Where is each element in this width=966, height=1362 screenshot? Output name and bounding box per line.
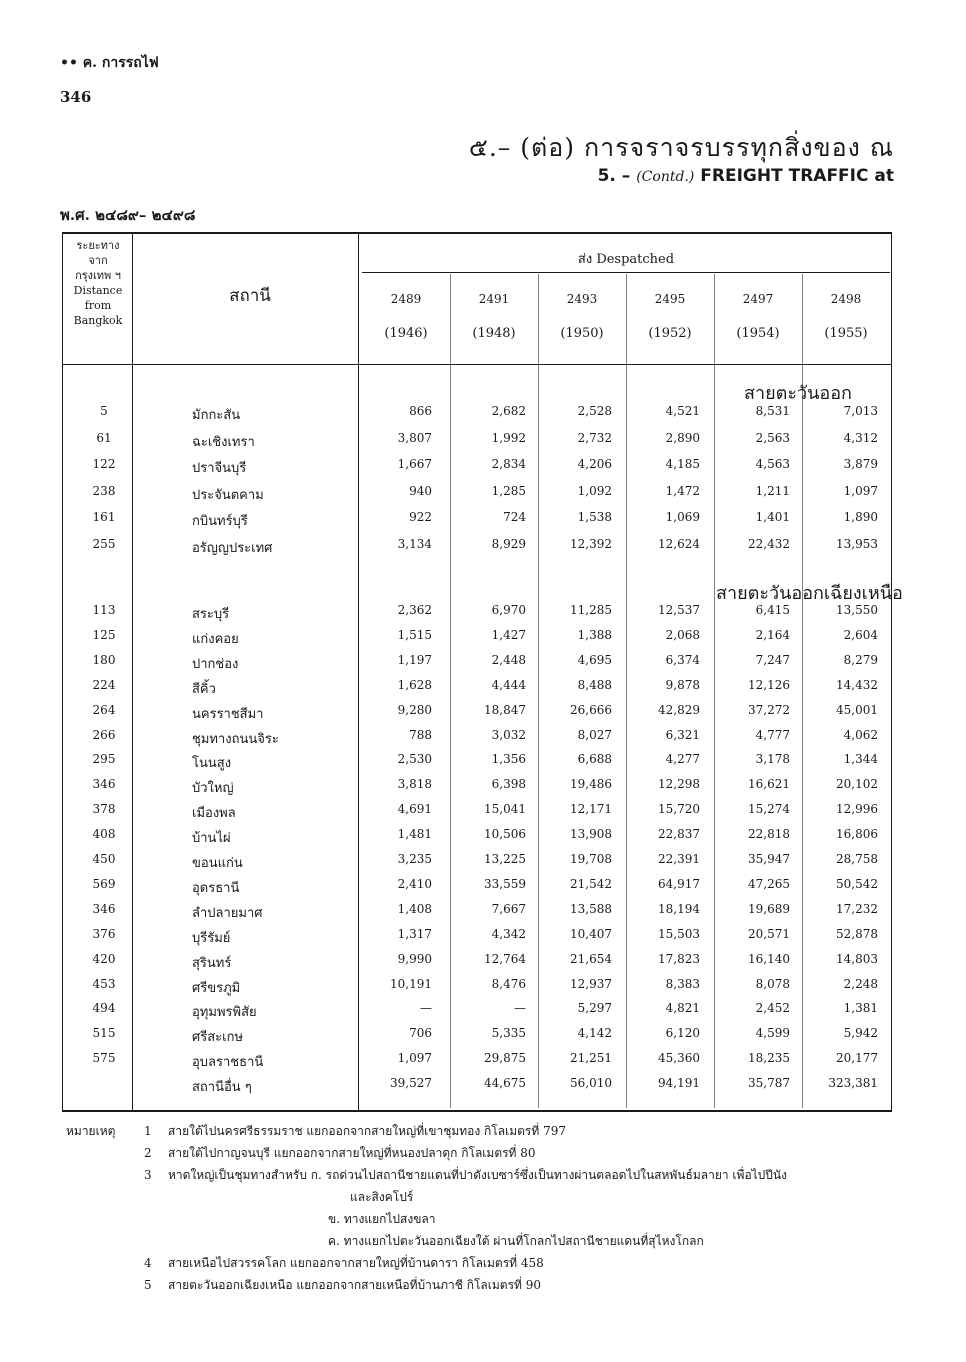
value-cell: 45,360 (658, 1051, 700, 1066)
value-cell: 3,818 (397, 777, 432, 792)
year-ce-2489: (1946) (384, 326, 428, 341)
distance-cell: 113 (92, 603, 116, 617)
footnote-text: และสิงคโปร์ (350, 1190, 414, 1204)
value-cell: 94,191 (658, 1076, 700, 1091)
footnote-number: 3 (144, 1168, 152, 1182)
value-cell: 37,272 (748, 702, 790, 717)
value-cell: 8,929 (491, 536, 526, 551)
value-cell: 1,356 (491, 752, 526, 767)
footnote-number: 2 (144, 1146, 152, 1160)
distance-cell: 376 (92, 926, 116, 941)
value-cell: 2,248 (843, 976, 878, 991)
value-cell: 8,383 (665, 976, 700, 991)
value-cell: 1,667 (397, 457, 432, 471)
value-cell: 16,140 (748, 951, 790, 966)
value-cell: 3,178 (755, 752, 790, 767)
station-cell: ศรีสะเกษ (192, 1030, 244, 1046)
value-cell: 1,285 (491, 483, 526, 498)
distance-cell: 569 (92, 876, 116, 891)
value-cell: 4,695 (577, 652, 612, 667)
value-cell: 21,654 (570, 951, 612, 966)
title-en-contd: (Contd.) (636, 169, 695, 185)
value-cell: 1,890 (843, 510, 878, 524)
page-number: 346 (60, 88, 92, 106)
value-cell: 18,235 (748, 1051, 790, 1066)
station-cell: ฉะเชิงเทรา (192, 434, 255, 450)
value-cell: 12,764 (484, 951, 526, 966)
value-cell: 2,604 (843, 627, 878, 642)
distance-cell: 453 (92, 976, 116, 991)
value-cell: — (420, 1001, 432, 1016)
value-cell: 20,571 (748, 926, 790, 941)
station-cell: สระบุรี (192, 607, 230, 622)
station-cell: นครราชสีมา (192, 706, 264, 722)
section-tag: •• ค. การรถไฟ (60, 55, 159, 71)
value-cell: 15,503 (658, 926, 700, 941)
value-cell: 2,528 (577, 404, 612, 418)
footnote (66, 1252, 886, 1274)
value-cell: 20,102 (836, 777, 878, 792)
value-cell: 866 (409, 404, 432, 418)
value-cell: 11,285 (570, 603, 612, 617)
value-cell: 4,277 (665, 752, 700, 767)
value-cell: 3,235 (397, 852, 432, 866)
year-be-2498: 2498 (830, 292, 862, 306)
value-cell: 64,917 (658, 876, 700, 891)
value-cell: 21,251 (570, 1051, 612, 1066)
value-cell: 14,432 (836, 677, 878, 692)
value-cell: 26,666 (570, 702, 612, 717)
distance-cell: 5 (100, 404, 108, 418)
year-ce-2498: (1955) (824, 326, 868, 341)
distance-cell: 408 (92, 827, 116, 842)
distance-header (64, 238, 132, 328)
value-cell: 14,803 (836, 951, 878, 966)
value-cell: 922 (409, 510, 432, 524)
title-thai: ๕.– (ต่อ) การจราจรบรรทุกสิ่งของ ณ (468, 133, 894, 162)
year-range: พ.ศ. ๒๔๘๙– ๒๔๙๘ (60, 206, 196, 224)
value-cell: 1,197 (397, 652, 432, 667)
value-cell: 4,821 (665, 1001, 700, 1016)
distance-header-line: ระยะทาง (76, 239, 120, 252)
distance-cell: 346 (92, 901, 116, 916)
value-cell: 3,879 (843, 457, 878, 471)
value-cell: 6,374 (665, 652, 700, 667)
table-row (62, 777, 892, 801)
value-cell: 1,211 (755, 483, 790, 498)
table-row (62, 628, 892, 652)
value-cell: 19,689 (748, 901, 790, 916)
footnotes (66, 1120, 886, 1296)
distance-header-line: จาก (88, 254, 108, 267)
value-cell: 6,970 (491, 603, 526, 617)
value-cell: 6,120 (665, 1026, 700, 1041)
value-cell: 1,388 (577, 627, 612, 642)
value-cell: 1,097 (843, 483, 878, 498)
year-be-2497: 2497 (742, 292, 774, 306)
value-cell: 1,381 (843, 1001, 878, 1016)
value-cell: 4,521 (665, 404, 700, 418)
value-cell: 4,062 (843, 727, 878, 742)
value-cell: 56,010 (570, 1076, 612, 1091)
value-cell: 12,996 (836, 802, 878, 817)
value-cell: 1,401 (755, 510, 790, 524)
station-cell: มักกะสัน (192, 408, 241, 423)
value-cell: 8,531 (755, 404, 790, 418)
value-cell: 52,878 (836, 926, 878, 941)
value-cell: 4,342 (491, 926, 526, 941)
value-cell: 12,392 (570, 536, 612, 551)
value-cell: 47,265 (748, 876, 790, 891)
value-cell: 4,777 (755, 727, 790, 742)
value-cell: 3,807 (397, 430, 432, 445)
table-row (62, 1026, 892, 1050)
value-cell: 788 (409, 727, 432, 742)
footnote-text: สายใต้ไปกาญจนบุรี แยกออกจากสายใหญ่ที่หนองปลาดุก กิโลเมตรที่ 80 (168, 1146, 536, 1160)
footnote (66, 1186, 886, 1208)
value-cell: 4,563 (755, 457, 790, 471)
footnote-text: สายใต้ไปนครศรีธรรมราช แยกออกจากสายใหญ่ที่เขาชุมทอง กิโลเมตรที่ 797 (168, 1124, 566, 1138)
value-cell: 2,834 (491, 457, 526, 471)
value-cell: 5,942 (843, 1026, 878, 1041)
table-row (62, 977, 892, 1001)
value-cell: 13,908 (570, 827, 612, 842)
footnote (66, 1142, 886, 1164)
value-cell: 12,298 (658, 777, 700, 792)
table-row (62, 728, 892, 752)
value-cell: 1,628 (397, 677, 432, 692)
value-cell: 2,563 (755, 430, 790, 445)
value-cell: 12,624 (658, 536, 700, 551)
year-be-2493: 2493 (566, 292, 598, 306)
station-cell: บุรีรัมย์ (192, 930, 231, 946)
value-cell: 18,194 (658, 901, 700, 916)
value-cell: 9,878 (665, 677, 700, 692)
value-cell: 9,280 (397, 702, 432, 717)
distance-cell: 122 (92, 457, 116, 471)
value-cell: 3,032 (491, 727, 526, 742)
value-cell: 17,232 (836, 901, 878, 916)
station-cell: แก่งคอย (192, 631, 239, 647)
value-cell: 7,247 (755, 652, 790, 667)
value-cell: 1,092 (577, 483, 612, 498)
footnote (66, 1208, 886, 1230)
station-cell: บ้านไผ่ (192, 831, 231, 847)
value-cell: 1,481 (397, 827, 432, 842)
value-cell: 39,527 (390, 1076, 432, 1091)
value-cell: 1,408 (397, 901, 432, 916)
value-cell: 1,427 (491, 627, 526, 642)
footnote (66, 1274, 886, 1296)
value-cell: 4,312 (843, 430, 878, 445)
value-cell: 15,041 (484, 802, 526, 817)
value-cell: 5,297 (577, 1001, 612, 1016)
station-cell: ปราจีนบุรี (192, 461, 247, 476)
table-row (62, 510, 892, 534)
value-cell: 13,588 (570, 901, 612, 916)
value-cell: 6,321 (665, 727, 700, 742)
distance-cell: 266 (92, 727, 116, 742)
value-cell: 1,515 (397, 627, 432, 642)
value-cell: 5,335 (491, 1026, 526, 1041)
value-cell: 13,953 (836, 536, 878, 551)
table-row (62, 678, 892, 702)
table-bottom-rule (62, 1110, 892, 1112)
value-cell: 8,488 (577, 677, 612, 692)
distance-cell: 450 (92, 852, 116, 866)
value-cell: 3,134 (397, 536, 432, 551)
distance-header-line: กรุงเทพ ฯ (75, 269, 121, 282)
title-en-main: FREIGHT TRAFFIC at (700, 166, 894, 186)
footnote-number: 5 (144, 1278, 152, 1292)
value-cell: 22,818 (748, 827, 790, 842)
table-top-rule (62, 232, 892, 234)
value-cell: 2,890 (665, 430, 700, 445)
value-cell: 35,947 (748, 852, 790, 866)
table-row (62, 1051, 892, 1075)
value-cell: 22,432 (748, 536, 790, 551)
value-cell: 2,530 (397, 752, 432, 767)
value-cell: 12,537 (658, 603, 700, 617)
station-cell: ลำปลายมาศ (192, 905, 263, 921)
value-cell: 50,542 (836, 876, 878, 891)
value-cell: 12,937 (570, 976, 612, 991)
value-cell: 6,398 (491, 777, 526, 792)
value-cell: 1,097 (397, 1051, 432, 1066)
distance-cell: 494 (92, 1001, 116, 1016)
distance-cell: 295 (92, 752, 116, 767)
year-ce-2495: (1952) (648, 326, 692, 341)
distance-cell: 238 (92, 483, 116, 498)
table-row (62, 457, 892, 481)
value-cell: 4,444 (491, 677, 526, 692)
value-cell: 4,206 (577, 457, 612, 471)
value-cell: 19,708 (570, 852, 612, 866)
value-cell: 4,691 (397, 802, 432, 817)
station-cell: สุรินทร์ (192, 955, 232, 971)
value-cell: 724 (503, 510, 526, 524)
year-be-2495: 2495 (654, 292, 686, 306)
distance-header-line: Distance (73, 284, 123, 297)
value-cell: 42,829 (658, 702, 700, 717)
station-cell: กบินทร์บุรี (192, 514, 248, 529)
year-ce-2497: (1954) (736, 326, 780, 341)
value-cell: 706 (409, 1026, 432, 1041)
distance-cell: 515 (92, 1026, 116, 1041)
value-cell: 4,185 (665, 457, 700, 471)
table-row (62, 902, 892, 926)
value-cell: 940 (409, 483, 432, 498)
value-cell: 29,875 (484, 1051, 526, 1066)
table-row (62, 852, 892, 876)
distance-cell: 125 (92, 627, 116, 642)
value-cell: 10,506 (484, 827, 526, 842)
value-cell: 15,274 (748, 802, 790, 817)
distance-cell: 61 (96, 430, 112, 445)
distance-cell: 346 (92, 777, 116, 792)
station-cell: ชุมทางถนนจิระ (192, 731, 279, 747)
footnote-number: 1 (144, 1124, 152, 1138)
table-row (62, 802, 892, 826)
value-cell: 17,823 (658, 951, 700, 966)
station-cell: ศรีขรภูมิ (192, 980, 241, 996)
value-cell: 1,472 (665, 483, 700, 498)
value-cell: 10,191 (390, 976, 432, 991)
despatched-rule (362, 272, 890, 273)
value-cell: 2,068 (665, 627, 700, 642)
distance-cell: 161 (92, 510, 116, 524)
footnote-text: สายตะวันออกเฉียงเหนือ แยกออกจากสายเหนือที่บ้านภาชี กิโลเมตรที่ 90 (168, 1278, 542, 1292)
station-cell: โนนสูง (192, 756, 232, 772)
station-cell: อุทุมพรพิสัย (192, 1005, 257, 1021)
table-row (62, 703, 892, 727)
value-cell: 1,992 (491, 430, 526, 445)
value-cell: 8,279 (843, 652, 878, 667)
distance-cell: 224 (92, 677, 116, 692)
footnote-text: ค. ทางแยกไปตะวันออกเฉียงใต้ ผ่านที่โกลกไปสถานีชายแดนที่สุไหงโกลก (328, 1234, 704, 1248)
value-cell: 16,621 (748, 777, 790, 792)
value-cell: 1,538 (577, 510, 612, 524)
station-cell: ประจันตคาม (192, 487, 264, 503)
title-english (598, 166, 894, 186)
footnote-text: สายเหนือไปสวรรคโลก แยกออกจากสายใหญ่ที่บ้านดารา กิโลเมตรที่ 458 (168, 1256, 544, 1270)
value-cell: 35,787 (748, 1076, 790, 1091)
year-ce-2493: (1950) (560, 326, 604, 341)
value-cell: 6,415 (755, 603, 790, 617)
despatched-header: ส่ง Despatched (577, 252, 675, 267)
footnote (66, 1120, 886, 1142)
station-cell: ปากช่อง (192, 656, 239, 672)
value-cell: 9,990 (397, 951, 432, 966)
station-cell: สถานีอื่น ๆ (192, 1080, 252, 1096)
value-cell: 13,550 (836, 603, 878, 617)
value-cell: 323,381 (828, 1076, 878, 1091)
value-cell: 22,391 (658, 852, 700, 866)
footnote (66, 1164, 886, 1186)
value-cell: 13,225 (484, 852, 526, 866)
value-cell: 10,407 (570, 926, 612, 941)
year-ce-2491: (1948) (472, 326, 516, 341)
footnote-label: หมายเหตุ (66, 1124, 116, 1138)
value-cell: 8,476 (491, 976, 526, 991)
value-cell: 2,448 (491, 652, 526, 667)
table-row (62, 752, 892, 776)
value-cell: 2,452 (755, 1001, 790, 1016)
value-cell: 16,806 (836, 827, 878, 842)
value-cell: 22,837 (658, 827, 700, 842)
table-row (62, 952, 892, 976)
distance-cell: 378 (92, 802, 116, 817)
table-row (62, 603, 892, 627)
value-cell: 2,164 (755, 627, 790, 642)
value-cell: 2,362 (397, 603, 432, 617)
value-cell: 33,559 (484, 876, 526, 891)
value-cell: 44,675 (484, 1076, 526, 1091)
title-en-prefix: 5. – (597, 166, 631, 186)
station-cell: อุดรธานี (192, 880, 240, 896)
value-cell: 28,758 (836, 852, 878, 866)
value-cell: 12,171 (570, 802, 612, 817)
table-row (62, 404, 892, 428)
value-cell: 2,732 (577, 430, 612, 445)
footnote-text: ข. ทางแยกไปสงขลา (328, 1212, 436, 1226)
table-row (62, 827, 892, 851)
table-row (62, 653, 892, 677)
value-cell: 19,486 (570, 777, 612, 792)
table-row (62, 877, 892, 901)
region-northeast: สายตะวันออกเฉียงเหนือ (716, 583, 903, 604)
value-cell: 18,847 (484, 702, 526, 717)
footnote-text: หาดใหญ่เป็นชุมทางสำหรับ ก. รถด่วนไปสถานีชายแดนที่ปาดังเบซาร์ซึ่งเป็นทางผ่านตลอดไปในสหพันธ์มลายา เพื่อไปปีนัง (168, 1168, 787, 1182)
station-header: สถานี (229, 286, 271, 306)
distance-cell: 264 (92, 702, 116, 717)
value-cell: 21,542 (570, 876, 612, 891)
year-be-2491: 2491 (478, 292, 510, 306)
value-cell: 1,344 (843, 752, 878, 767)
station-cell: อุบลราชธานี (192, 1055, 264, 1071)
table-row (62, 1076, 892, 1100)
value-cell: 1,069 (665, 510, 700, 524)
station-cell: สีคิ้ว (192, 681, 216, 697)
value-cell: 7,667 (491, 901, 526, 916)
year-be-2489: 2489 (390, 292, 422, 306)
table-row (62, 484, 892, 508)
distance-cell: 420 (92, 951, 116, 966)
value-cell: 45,001 (836, 702, 878, 717)
distance-cell: 575 (92, 1051, 116, 1066)
distance-cell: 255 (92, 536, 116, 551)
value-cell: 12,126 (748, 677, 790, 692)
table-row (62, 1001, 892, 1025)
value-cell: 8,027 (577, 727, 612, 742)
value-cell: 15,720 (658, 802, 700, 817)
footnote-number: 4 (144, 1256, 152, 1270)
footnote (66, 1230, 886, 1252)
station-cell: เมืองพล (192, 806, 236, 822)
station-cell: อรัญญประเทศ (192, 540, 273, 556)
table-row (62, 537, 892, 561)
value-cell: 4,142 (577, 1026, 612, 1041)
table-header-rule (62, 364, 892, 365)
distance-header-line: Bangkok (73, 314, 123, 327)
value-cell: 4,599 (755, 1026, 790, 1041)
station-cell: บัวใหญ่ (192, 781, 234, 797)
value-cell: 7,013 (843, 404, 878, 418)
value-cell: — (514, 1001, 526, 1016)
distance-cell: 180 (92, 652, 116, 667)
table-row (62, 431, 892, 455)
value-cell: 6,688 (577, 752, 612, 767)
distance-header-line: from (84, 299, 112, 312)
station-cell: ขอนแก่น (192, 856, 243, 871)
value-cell: 1,317 (397, 926, 432, 941)
value-cell: 20,177 (836, 1051, 878, 1066)
value-cell: 2,682 (491, 404, 526, 418)
region-east: สายตะวันออก (744, 383, 852, 404)
table-row (62, 927, 892, 951)
value-cell: 8,078 (755, 976, 790, 991)
value-cell: 2,410 (397, 876, 432, 891)
